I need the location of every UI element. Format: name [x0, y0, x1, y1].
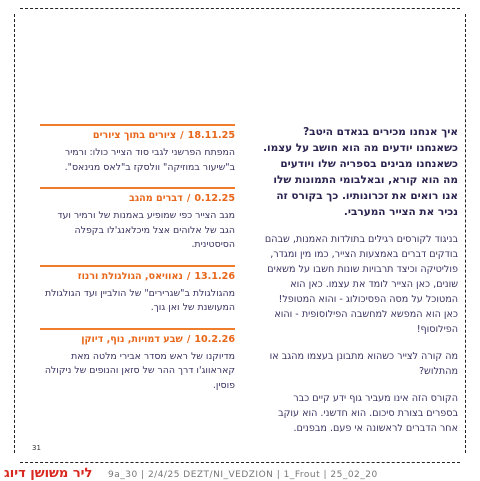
print-slug-bar [0, 465, 480, 481]
entry-title: נאוויאס, הגולגולת ורנוז [77, 270, 183, 282]
description-paragraph: בניגוד לקורסים רגילים בתולדות האמנות, שבהם בודקים דברים באמצעות הצייר, כמו מין ומגדר, פוליטיקה וכיצד תרבויות שונות חשבו על משאים שונים, כאן הצייר לומד את עצמו. כאן הוא המטוכל על מסה הפסיכולוג - והוא המטופל! כאן הוא המפשא למחשבה הפילוסופית - והוא הפילוסוף! [264, 234, 458, 335]
entry-heading [40, 265, 235, 284]
description-paragraph: מה קורה לצייר כשהוא מתבונן בעצמו מהגב או מהתלוש? [269, 351, 458, 377]
description-paragraph: הקורס הזה אינו מעביר גוף ידע קיים כבר בספרים בצורת סיכום. הוא חדשני. הוא עוקב אחר הדברים לראשונה אי פעם. מבפנים. [278, 393, 458, 434]
entry-date: 18.11.25 [187, 130, 235, 141]
entry-heading [40, 328, 235, 347]
crop-line-left [14, 14, 15, 453]
intro-heading: איך אנחנו מכירים בגאדם היטב? כשאנחנו יודעים מה הוא חושב על עצמו. כשאנחנו מבינים בספריה שלו ויודעים מה הוא קורא, ובאלבומי התמונות שלו אנו רואים את זכרונותיו. כך בקורס זה נכיר את הצייר המערבי. [263, 126, 458, 218]
course-description-column [263, 124, 458, 448]
schedule-entry [40, 265, 235, 316]
entry-title: דברים מהגב [129, 193, 183, 204]
slug-text: 9a_30 | 2/4/25 DEZT/NI_VEDZION | 1_Frout | 25_02_20 [108, 470, 378, 480]
entry-title: שבע דמויות, נוף, דיוקן [81, 333, 183, 345]
entry-date: 10.2.26 [194, 333, 235, 345]
entry-body: מדיוקנו של ראש מסדר אבירי מלטה מאת קאראווג'ו דרך ההר של סזאן והנופים של ניקולה פוסין. [44, 350, 235, 391]
entry-date: 13.1.26 [194, 270, 235, 282]
crop-line-right [465, 14, 466, 453]
slug-brand: ליר משושן דיוג [4, 466, 93, 481]
entry-separator: / [186, 333, 191, 345]
crop-line-top [20, 8, 460, 9]
entry-separator: / [180, 130, 184, 141]
entry-body: מגב הצייר כפי שמופיע באמנות של ורמיר ועד הגב של אלוהים אצל מיכלאנג'לו בקפלה הסיסטינית. [57, 210, 235, 250]
entry-heading [40, 124, 235, 143]
entry-body: מהגולגולת ב"שגרירים" של הולביין ועד הגולגולת המעושנת של ואן גוך. [44, 287, 235, 313]
schedule-entry [40, 187, 235, 253]
entry-title: ציורים בתוך ציורים [92, 130, 177, 141]
entry-body: המפתח הפרשני לגבי סוד הצייר כולו: ורמיר ב"שיעור במוזיקה" וולסקז ב"לאס מנינאס". [64, 147, 235, 173]
crop-line-bottom [20, 462, 460, 463]
entry-separator: / [186, 193, 191, 204]
schedule-entry [40, 124, 235, 175]
entry-date: 0.12.25 [194, 193, 235, 204]
schedule-column [40, 124, 235, 405]
schedule-entry [40, 328, 235, 394]
entry-separator: / [186, 270, 191, 282]
page-number: 31 [32, 444, 41, 452]
entry-heading [40, 187, 235, 206]
